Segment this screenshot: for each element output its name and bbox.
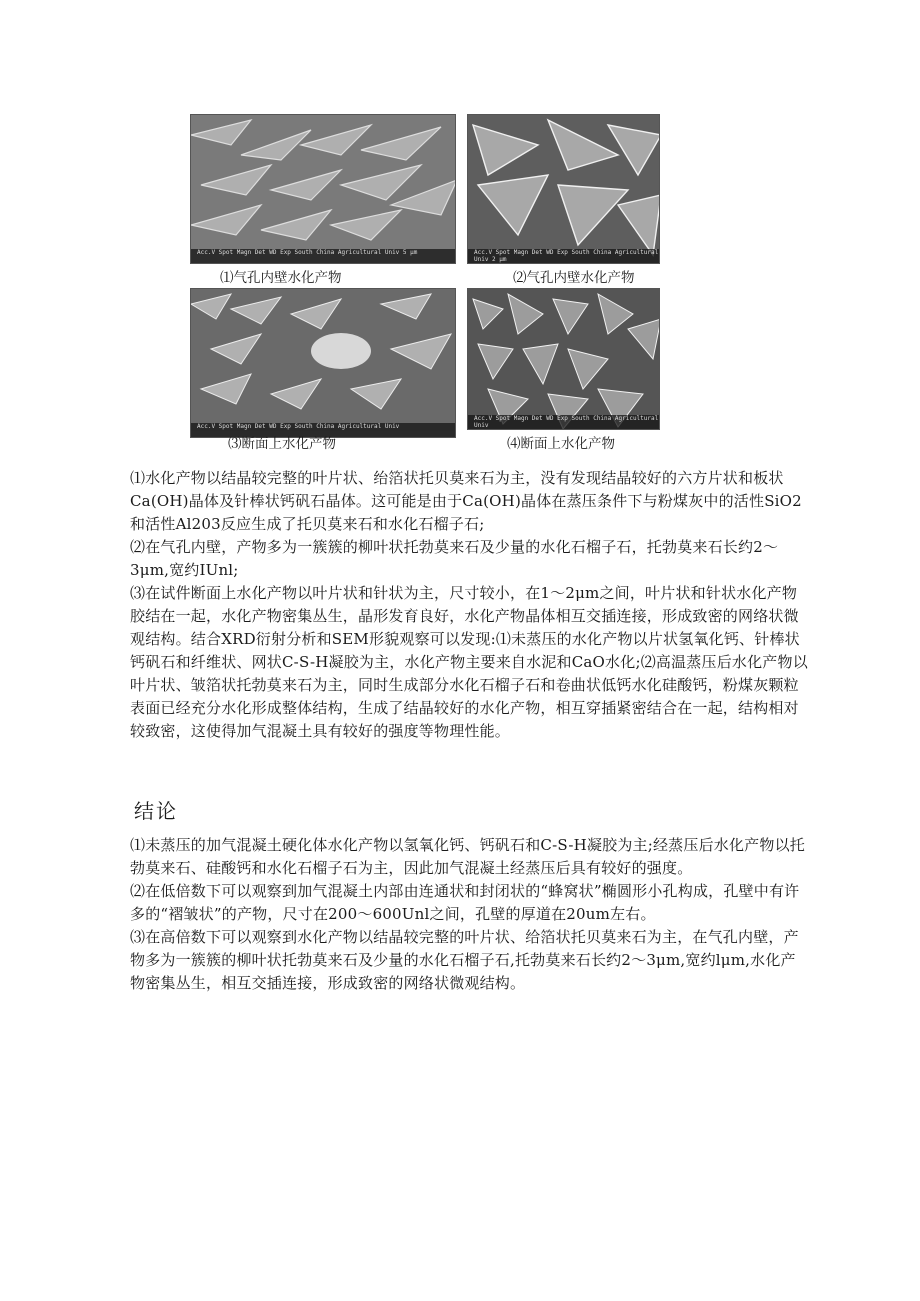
sem-meta-3: Acc.V Spot Magn Det WD Exp South China Agricultural Univ <box>191 423 455 437</box>
sem-meta-2: Acc.V Spot Magn Det WD Exp South China Agricultural Univ 2 μm <box>468 249 659 263</box>
sem-figure-2 <box>467 114 660 286</box>
conclusion-heading: 结论 <box>134 799 178 823</box>
sem-meta-4: Acc.V Spot Magn Det WD Exp South China Agricultural Univ <box>468 415 659 429</box>
analysis-paragraph-2: ⑵在气孔内壁，产物多为一簇簇的柳叶状托勃莫来石及少量的水化石榴子石，托勃莫来石长约2～3μm,宽约IUnl; <box>130 538 779 579</box>
figure-caption-4: ⑷断面上水化产物 <box>507 436 615 452</box>
analysis-paragraph-3: ⑶在试件断面上水化产物以叶片状和针状为主，尺寸较小，在1～2μm之间，叶片状和针状水化产物胶结在一起，水化产物密集丛生，晶形发育良好，水化产物晶体相互交插连接，形成致密的网络状微观结构。结合XRD衍射分析和SEM形貌观察可以发现:⑴未蒸压的水化产物以片状氢氧化钙、针棒状钙矾石和纤维状、网状C-S-H凝胶为主，水化产物主要来自水泥和CaO水化;⑵高温蒸压后水化产物以叶片状、皱箔状托勃莫来石为主，同时生成部分水化石榴子石和卷曲状低钙水化硅酸钙，粉煤灰颗粒表面已经充分水化形成整体结构，生成了结晶较好的水化产物，相互穿插紧密结合在一起，结构相对较致密，这使得加气混凝土具有较好的强度等物理性能。 <box>130 584 808 740</box>
conclusion-paragraph-2: ⑵在低倍数下可以观察到加气混凝土内部由连通状和封闭状的“蜂窝状”椭圆形小孔构成，孔壁中有许多的“褶皱状”的产物，尺寸在200～600Unl之间，孔壁的厚道在20um左右。 <box>130 882 800 923</box>
sem-image-2 <box>467 114 660 264</box>
sem-figure-3 <box>190 288 456 452</box>
conclusion-paragraph-1: ⑴未蒸压的加气混凝土硬化体水化产物以氢氧化钙、钙矾石和C-S-H凝胶为主;经蒸压后水化产物以托勃莫来石、硅酸钙和水化石榴子石为主，因此加气混凝土经蒸压后具有较好的强度。 <box>130 836 805 877</box>
sem-image-1 <box>190 114 456 264</box>
conclusion-paragraph-3: ⑶在高倍数下可以观察到水化产物以结晶较完整的叶片状、给箔状托贝莫来石为主，在气孔内壁，产物多为一簇簇的柳叶状托勃莫来石及少量的水化石榴子石,托勃莫来石长约2～3μm,宽约lμm,水化产物密集丛生，相互交插连接，形成致密的网络状微观结构。 <box>130 928 799 992</box>
analysis-paragraph-1: ⑴水化产物以结晶较完整的叶片状、绐箔状托贝莫来石为主，没有发现结晶较好的六方片状和板状Ca(OH)晶体及针棒状钙矾石晶体。这可能是由于Ca(OH)晶体在蒸压条件下与粉煤灰中的活性SiO2和活性Al203反应生成了托贝莫来石和水化石榴子石; <box>130 469 802 533</box>
figure-caption-1: ⑴气孔内壁水化产物 <box>220 270 342 286</box>
sem-image-4 <box>467 288 660 430</box>
analysis-section <box>130 467 810 743</box>
sem-figure-4 <box>467 288 660 452</box>
figure-caption-2: ⑵气孔内壁水化产物 <box>513 270 635 286</box>
figure-caption-3: ⑶断面上水化产物 <box>228 436 336 452</box>
sem-figure-1 <box>190 114 456 286</box>
sem-image-3 <box>190 288 456 438</box>
sem-meta-1: Acc.V Spot Magn Det WD Exp South China Agricultural Univ 5 μm <box>191 249 455 263</box>
conclusion-section <box>130 834 810 995</box>
